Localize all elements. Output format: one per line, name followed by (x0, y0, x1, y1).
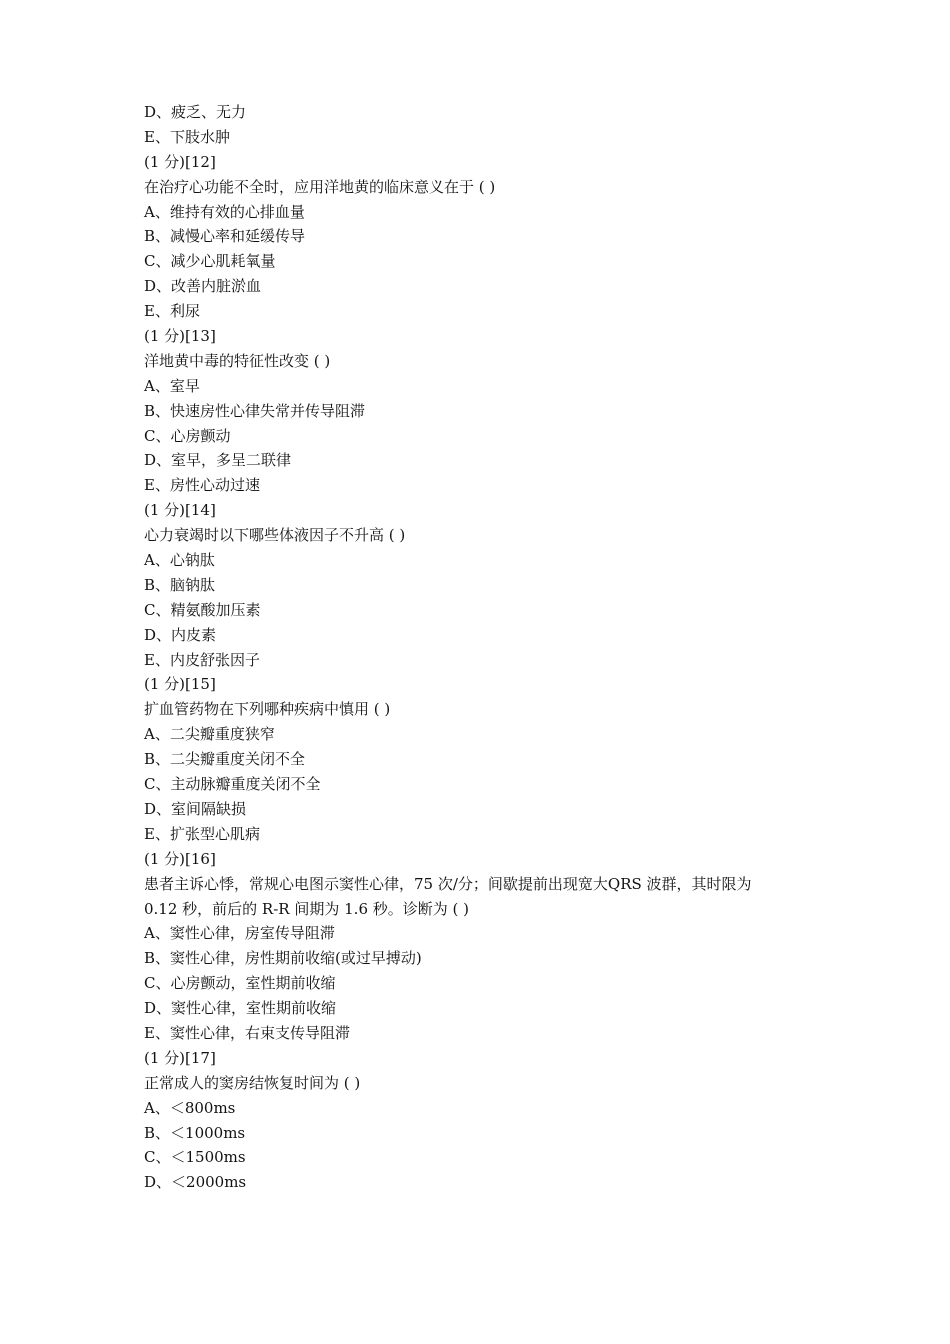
option-c-q17: C、＜1500ms (144, 1148, 246, 1167)
question-13-text: 洋地黄中毒的特征性改变 ( ) (144, 351, 331, 370)
option-d-q17: D、＜2000ms (144, 1173, 247, 1192)
option-b-q17: B、＜1000ms (144, 1123, 246, 1142)
option-b-q13: B、快速房性心律失常并传导阻滞 (144, 401, 366, 420)
question-14-text: 心力衰竭时以下哪些体液因子不升高 ( ) (144, 526, 406, 545)
option-a-q12: A、维持有效的心排血量 (144, 202, 305, 221)
question-16-text-line2: 0.12 秒，前后的 R-R 间期为 1.6 秒。诊断为 ( ) (144, 899, 469, 918)
option-b-q14: B、脑钠肽 (144, 575, 216, 594)
document-page (144, 100, 824, 1195)
question-17-score: (1 分)[17] (144, 1048, 216, 1067)
option-a-q14: A、心钠肽 (144, 551, 215, 570)
option-c-q12: C、减少心肌耗氧量 (144, 252, 276, 271)
option-b-q12: B、减慢心率和延缓传导 (144, 227, 306, 246)
option-c-q13: C、心房颤动 (144, 426, 231, 445)
option-b-q16: B、窦性心律，房性期前收缩(或过早搏动) (144, 949, 422, 968)
option-d-q12: D、改善内脏淤血 (144, 277, 262, 296)
option-c-q15: C、主动脉瓣重度关闭不全 (144, 775, 321, 794)
option-e-q14: E、内皮舒张因子 (144, 650, 260, 669)
option-c-q16: C、心房颤动，室性期前收缩 (144, 974, 336, 993)
option-b-q15: B、二尖瓣重度关闭不全 (144, 750, 306, 769)
question-16-text-line1: 患者主诉心悸，常规心电图示窦性心律，75 次/分；间歇提前出现宽大QRS 波群，其时限为 (144, 874, 752, 893)
option-a-q15: A、二尖瓣重度狭窄 (144, 725, 275, 744)
option-a-q16: A、窦性心律，房室传导阻滞 (144, 924, 335, 943)
question-14-score: (1 分)[14] (144, 501, 216, 520)
option-e-q15: E、扩张型心肌病 (144, 824, 260, 843)
question-15-score: (1 分)[15] (144, 675, 216, 694)
question-15-text: 扩血管药物在下列哪种疾病中慎用 ( ) (144, 700, 391, 719)
option-d-q14: D、内皮素 (144, 625, 217, 644)
option-e-q11: E、下肢水肿 (144, 127, 230, 146)
option-e-q12: E、利尿 (144, 302, 200, 321)
question-12-score: (1 分)[12] (144, 152, 216, 171)
question-13-score: (1 分)[13] (144, 327, 216, 346)
option-e-q13: E、房性心动过速 (144, 476, 260, 495)
option-e-q16: E、窦性心律，右束支传导阻滞 (144, 1023, 350, 1042)
option-d-q11: D、疲乏、无力 (144, 103, 247, 121)
question-12-text: 在治疗心功能不全时，应用洋地黄的临床意义在于 ( ) (144, 177, 496, 196)
option-c-q14: C、精氨酸加压素 (144, 600, 261, 619)
option-d-q15: D、室间隔缺损 (144, 799, 247, 818)
option-a-q13: A、室早 (144, 376, 200, 395)
option-a-q17: A、＜800ms (144, 1098, 236, 1117)
option-d-q13: D、室早，多呈二联律 (144, 451, 292, 470)
question-16-score: (1 分)[16] (144, 849, 216, 868)
option-d-q16: D、窦性心律，室性期前收缩 (144, 999, 337, 1018)
question-17-text: 正常成人的窦房结恢复时间为 ( ) (144, 1073, 361, 1092)
